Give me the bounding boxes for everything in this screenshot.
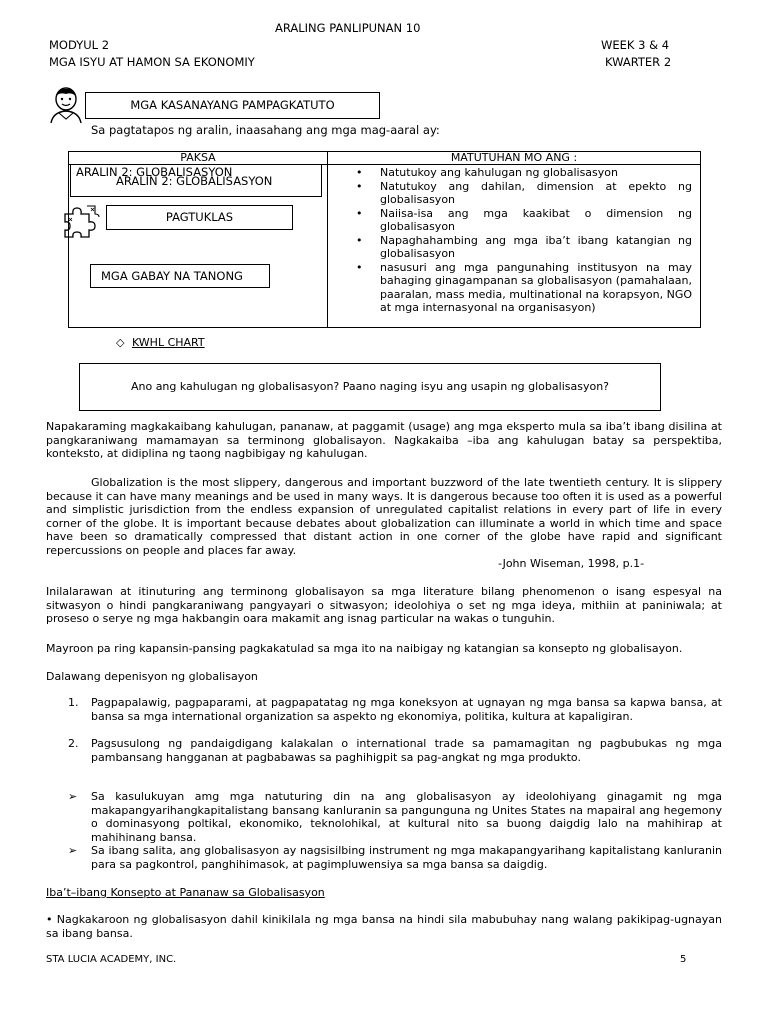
paragraph-description: Inilalarawan at itinuturing ang terminong globalisayon sa mga literature bilang phenomenon o isang espesyal na sitwasyon o hindi pangkaraniwang pangyayari o sitwasyon; ideolohiya o set ng mga ideya, mithiin at paniniwala; at proseso o serye ng mga hakbangin oara makamit ang isnag particular na wakas o tunguhin.: [46, 585, 722, 625]
outcomes-cell: [328, 165, 701, 328]
student-icon: [45, 85, 87, 125]
quote-citation: -John Wiseman, 1998, p.1-: [498, 557, 645, 570]
definition-text: Pagpapalawig, pagpaparami, at pagpapatatag ng mga koneksyon at ugnayan ng mga bansa sa kapwa bansa, at bansa sa mga international organization sa aspekto ng ekonomiya, politika, kultura at kapaligiran.: [91, 696, 722, 723]
kwhl-label: KWHL CHART: [131, 336, 205, 349]
topic-column-header: PAKSA: [69, 152, 328, 165]
outcomes-column-header: MATUTUHAN MO ANG :: [328, 152, 701, 165]
guide-question: Ano ang kahulugan ng globalisasyon? Paano naging isyu ang usapin ng globalisasyon?: [130, 380, 610, 393]
paragraph-similarity: Mayroon pa ring kapansin-pansing pagkakatulad sa mga ito na naibigay ng katangian sa konsepto ng globalisayon.: [46, 642, 683, 655]
question-box: [79, 363, 661, 411]
outcome-item: • nasusuri ang mga pangunahing institusyon na may bahaging ginagampanan sa globalisasyon (pamahalaan, paaralan, mass media, multinational na korapsyon, NGO at mga internasyonal na organisasyon): [380, 261, 692, 315]
pagtuklas-box: [106, 205, 293, 230]
quote-paragraph: Globalization is the most slippery, dangerous and important buzzword of the late twentieth century. It is slippery because it can have many meanings and be used in many ways. It is dangerous because too often it is used as a powerful and simplistic jurisdiction from the endless expansion of unregulated capitalist relations in every part of life in every corner of the globe. It is important because debates about globalization can illuminate a world in which time and space have been so dramatically compressed that distant action in one corner of the globe have rapid and significant repercussions on people and places far away.: [46, 476, 722, 557]
topic-label-a: ARALIN 2: GLOBALISASYON: [76, 165, 233, 179]
section-title: Iba’t–ibang Konsepto at Pananaw sa Globalisasyon: [46, 886, 325, 899]
arrow-item-text: Sa kasulukuyan amg mga natuturing din na ang globalisasyon ay ideolohiyang ginagamit ng mga makapangyarihangkapitalistang bansang kanluranin sa pangunguna ng Unites States na mapairal ang hegemony o dominasyong poltikal, ekonomiko, teknolohikal, at kultural nito sa buong daigdig lalo na mahihirap at mahihinang bansa.: [91, 790, 722, 844]
module-label: MODYUL 2: [49, 38, 110, 52]
topic-label: MGA ISYU AT HAMON SA EKONOMIY: [49, 55, 255, 69]
arrow-bullet-icon: ➢: [68, 790, 78, 803]
outcomes-list: [328, 166, 700, 315]
concept-paragraph: [46, 913, 722, 940]
outcome-item: • Naiisa-isa ang mga kaakibat o dimension ng globalisasyon: [380, 207, 692, 234]
arrow-item: [68, 790, 722, 844]
skills-title: MGA KASANAYANG PAMPAGKATUTO: [130, 98, 335, 112]
week-label: WEEK 3 & 4: [601, 38, 670, 52]
definition-number: 1.: [68, 696, 79, 709]
skills-title-box: [85, 92, 380, 119]
concept-text: Nagkakaroon ng globalisasyon dahil kinikilala ng mga bansa na hindi sila mabubuhay nang walang pakikipag-ugnayan sa ibang bansa.: [46, 913, 722, 940]
paragraph-definitions: Napakaraming magkakaibang kahulugan, pananaw, at paggamit (usage) ang mga eksperto mula sa iba’t ibang disilina at pangkaraniwang mamamayan sa terminong globalisayon. Nagkakaiba –iba ang kahulugan batay sa perspektiba, konteksto, at didiplina ng taong nagbibigay ng kahulugan.: [46, 420, 722, 460]
bullet-icon: •: [46, 913, 53, 926]
definitions-heading: Dalawang depenisyon ng globalisayon: [46, 670, 258, 683]
puzzle-icon: [61, 202, 101, 240]
arrow-bullet-icon: ➢: [68, 844, 78, 857]
definition-number: 2.: [68, 737, 79, 750]
outcome-item: • Natutukoy ang dahilan, dimension at epekto ng globalisasyon: [380, 180, 692, 207]
definition-item: [68, 737, 722, 764]
diamond-icon: ◇: [116, 336, 125, 349]
kwhl-row: [116, 336, 205, 349]
outcome-item: • Natutukoy ang kahulugan ng globalisasyon: [380, 166, 692, 180]
arrow-item-text: Sa ibang salita, ang globalisasyon ay nagsisilbing instrument ng mga makapangyarihang kapitalistang kanluranin para sa pagkontrol, panghihimasok, at pagimpluwensiya sa mga bansa sa daigdig.: [91, 844, 722, 871]
quarter-label: KWARTER 2: [605, 55, 672, 69]
footer-school: STA LUCIA ACADEMY, INC.: [46, 954, 177, 965]
subject-title: ARALING PANLIPUNAN 10: [275, 21, 421, 35]
outcome-item: • Napaghahambing ang mga iba’t ibang katangian ng globalisasyon: [380, 234, 692, 261]
definition-item: [68, 696, 722, 723]
definition-text: Pagsusulong ng pandaigdigang kalakalan o international trade sa pamamagitan ng pagbubukas ng mga pambansang hangganan at pagbabawas sa paghihigpit sa pag-angkat ng mga produkto.: [91, 737, 722, 764]
topic-label-b: ARALIN 2: GLOBALISASYON: [116, 174, 273, 188]
page-number: 5: [680, 954, 687, 965]
arrow-item: [68, 844, 722, 871]
intro-text: Sa pagtatapos ng aralin, inaasahang ang mga mag-aaral ay:: [91, 123, 440, 137]
guide-questions-box: [90, 264, 270, 288]
pagtuklas-label: PAGTUKLAS: [165, 210, 234, 224]
guide-questions-label: MGA GABAY NA TANONG: [101, 269, 243, 283]
